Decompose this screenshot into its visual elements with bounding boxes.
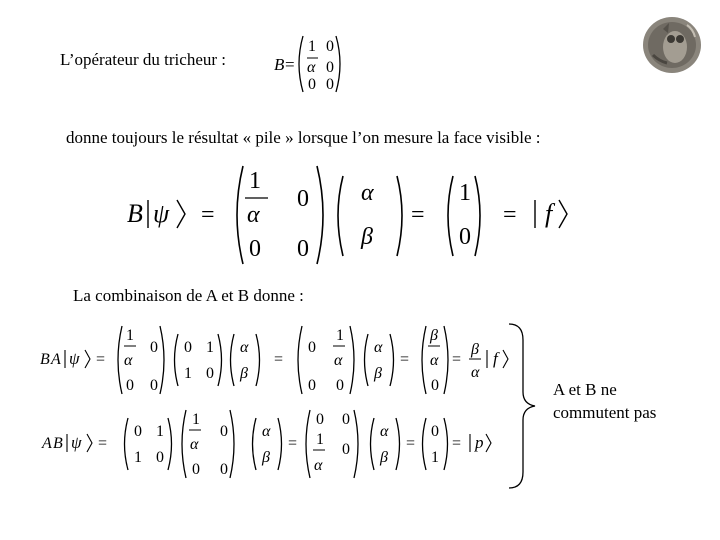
eq-equals-3: =: [503, 202, 517, 228]
svg-text:1: 1: [192, 411, 200, 428]
intro-text: L’opérateur du tricheur :: [60, 50, 226, 69]
svg-text:=: =: [406, 435, 416, 452]
svg-text:β: β: [240, 365, 248, 382]
right-paren: [475, 176, 480, 256]
svg-text:1: 1: [431, 449, 439, 466]
equation-main: [125, 160, 585, 272]
svg-text:α: α: [380, 423, 389, 440]
svg-text:0: 0: [431, 377, 439, 394]
svg-text:B: B: [53, 435, 63, 452]
right-paren: [336, 36, 340, 92]
svg-text:=: =: [400, 351, 410, 368]
eq-m21: 0: [297, 236, 309, 262]
svg-text:0: 0: [316, 411, 324, 428]
eq-main-psi: ψ: [153, 199, 170, 228]
b-m21: 0: [326, 76, 334, 93]
eq-r0: 1: [459, 180, 471, 206]
equation-ba: [38, 322, 518, 398]
eq-m10: α: [247, 202, 260, 228]
svg-text:β: β: [374, 365, 382, 382]
eq-m20: 0: [249, 236, 261, 262]
left-paren: [338, 176, 343, 256]
svg-text:1: 1: [126, 327, 134, 344]
left-paren: [299, 36, 303, 92]
svg-text:=: =: [96, 351, 106, 368]
operator-b-symbol: B: [274, 55, 285, 74]
eq-r1: 0: [459, 224, 471, 250]
svg-text:0: 0: [150, 339, 158, 356]
svg-text:1: 1: [184, 365, 192, 382]
svg-text:0: 0: [206, 365, 214, 382]
svg-text:=: =: [452, 435, 462, 452]
svg-text:0: 0: [126, 377, 134, 394]
svg-text:α: α: [124, 352, 133, 369]
svg-text:0: 0: [308, 339, 316, 356]
svg-text:0: 0: [220, 461, 228, 478]
eq-main-op: B: [127, 199, 143, 228]
left-paren: [237, 166, 243, 264]
svg-text:=: =: [288, 435, 298, 452]
svg-text:1: 1: [316, 431, 324, 448]
svg-text:β: β: [380, 449, 388, 466]
svg-text:0: 0: [431, 423, 439, 440]
svg-text:=: =: [274, 351, 284, 368]
b-m20: 0: [308, 76, 316, 93]
eq-equals-1: =: [201, 202, 215, 228]
svg-text:0: 0: [308, 377, 316, 394]
ket-angle: [177, 200, 185, 228]
measure-text: donne toujours le résultat « pile » lorsque l’on mesure la face visible :: [66, 128, 541, 147]
svg-text:p: p: [475, 433, 484, 452]
svg-text:0: 0: [342, 441, 350, 458]
svg-text:0: 0: [336, 377, 344, 394]
ba-op2: A: [51, 351, 61, 368]
svg-text:α: α: [430, 352, 439, 369]
b-m00: 1: [308, 38, 316, 55]
svg-text:1: 1: [336, 327, 344, 344]
owl-coin-image: [641, 15, 703, 75]
eq-v0: α: [361, 180, 374, 206]
svg-text:0: 0: [220, 423, 228, 440]
combination-text: La combinaison de A et B donne :: [73, 286, 304, 305]
svg-text:0: 0: [192, 461, 200, 478]
svg-text:α: α: [334, 352, 343, 369]
svg-text:0: 0: [342, 411, 350, 428]
svg-text:1: 1: [206, 339, 214, 356]
svg-text:β: β: [471, 341, 479, 358]
note-line-2: commutent pas: [553, 403, 657, 422]
equation-ab: [40, 406, 500, 482]
svg-text:A: A: [42, 435, 52, 452]
svg-text:α: α: [190, 436, 199, 453]
svg-text:1: 1: [134, 449, 142, 466]
ba-psi: ψ: [69, 349, 80, 368]
svg-text:ψ: ψ: [71, 433, 82, 452]
eq-ket-f: f: [545, 199, 553, 228]
eq-m00: 1: [249, 168, 261, 194]
operator-b-matrix: [270, 30, 360, 96]
ba-op1: B: [40, 351, 50, 368]
svg-text:0: 0: [156, 449, 164, 466]
svg-text:0: 0: [150, 377, 158, 394]
svg-text:α: α: [471, 364, 480, 381]
eq-m01: 0: [297, 186, 309, 212]
right-paren: [317, 166, 323, 264]
eq-equals-2: =: [411, 202, 425, 228]
svg-text:α: α: [262, 423, 271, 440]
left-paren: [448, 176, 453, 256]
right-paren: [397, 176, 402, 256]
eq-v1: β: [361, 224, 373, 250]
svg-text:α: α: [314, 457, 323, 474]
b-m10: α: [307, 59, 316, 76]
svg-text:=: =: [98, 435, 108, 452]
b-m01: 0: [326, 38, 334, 55]
svg-text:β: β: [262, 449, 270, 466]
svg-text:β: β: [430, 327, 438, 344]
svg-text:0: 0: [134, 423, 142, 440]
svg-text:α: α: [240, 339, 249, 356]
svg-text:f: f: [493, 349, 498, 368]
note-line-1: A et B ne: [553, 380, 617, 399]
svg-text:1: 1: [156, 423, 164, 440]
operator-b-equals: =: [285, 55, 295, 74]
right-curly-brace: [505, 322, 545, 490]
b-m11: 0: [326, 59, 334, 76]
ket-angle: [559, 200, 567, 228]
svg-text:α: α: [374, 339, 383, 356]
svg-text:0: 0: [184, 339, 192, 356]
svg-text:=: =: [452, 351, 462, 368]
